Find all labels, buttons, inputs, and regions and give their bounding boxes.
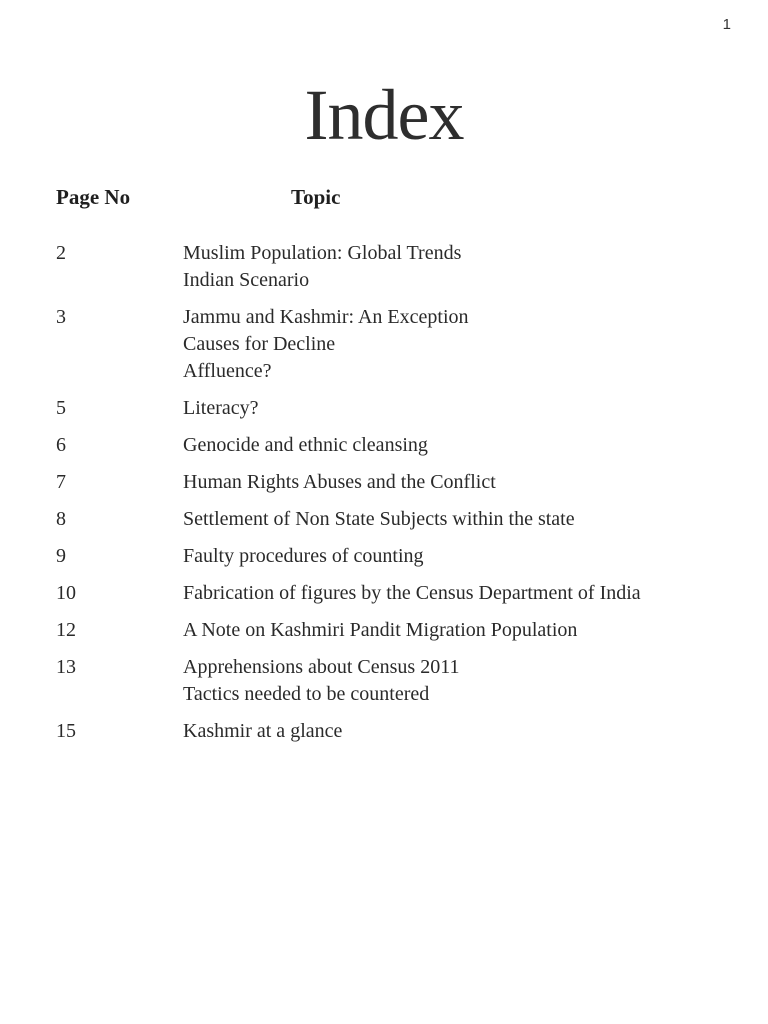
index-entries	[56, 240, 736, 755]
entry-topic: Causes for Decline	[183, 333, 336, 355]
entry-page-number: 8	[56, 508, 66, 530]
index-entry	[56, 654, 736, 708]
entry-topic: Muslim Population: Global Trends	[183, 242, 462, 264]
entry-topics	[183, 469, 736, 496]
index-header	[56, 185, 716, 213]
entry-topics	[183, 654, 736, 708]
entry-topic: Affluence?	[183, 360, 272, 382]
entry-page-number: 9	[56, 545, 66, 567]
entry-topics	[183, 617, 736, 644]
entry-topics	[183, 395, 736, 422]
entry-page-number: 3	[56, 306, 66, 328]
index-entry	[56, 718, 736, 745]
entry-topic: Jammu and Kashmir: An Exception	[183, 306, 469, 328]
entry-topics	[183, 304, 736, 385]
entry-topics	[183, 240, 736, 294]
entry-page-number: 7	[56, 471, 66, 493]
index-entry	[56, 543, 736, 570]
entry-topic: Faulty procedures of counting	[183, 545, 424, 567]
entry-topics	[183, 543, 736, 570]
entry-topic: A Note on Kashmiri Pandit Migration Population	[183, 619, 578, 641]
entry-topic: Tactics needed to be countered	[183, 683, 430, 705]
entry-topics	[183, 432, 736, 459]
entry-page-number: 15	[56, 720, 76, 742]
entry-topics	[183, 718, 736, 745]
index-entry	[56, 469, 736, 496]
entry-topic: Apprehensions about Census 2011	[183, 656, 460, 678]
index-entry	[56, 506, 736, 533]
index-entry	[56, 240, 736, 294]
header-page-no: Page No	[56, 185, 131, 209]
entry-topic: Genocide and ethnic cleansing	[183, 434, 428, 456]
entry-topic: Indian Scenario	[183, 269, 310, 291]
entry-page-number: 5	[56, 397, 66, 419]
index-entry	[56, 304, 736, 385]
entry-page-number: 10	[56, 582, 76, 604]
index-entry	[56, 617, 736, 644]
entry-page-number: 6	[56, 434, 66, 456]
index-entry	[56, 395, 736, 422]
entry-topic: Settlement of Non State Subjects within the state	[183, 508, 575, 530]
entry-topic: Human Rights Abuses and the Conflict	[183, 471, 496, 493]
index-entry	[56, 432, 736, 459]
index-entry	[56, 580, 736, 607]
header-topic: Topic	[291, 185, 341, 209]
entry-topic: Fabrication of figures by the Census Department of India	[183, 582, 641, 604]
entry-page-number: 12	[56, 619, 76, 641]
entry-page-number: 13	[56, 656, 76, 678]
entry-topic: Kashmir at a glance	[183, 720, 343, 742]
entry-page-number: 2	[56, 242, 66, 264]
entry-topic: Literacy?	[183, 397, 259, 419]
entry-topics	[183, 506, 736, 533]
page-title: Index	[304, 75, 464, 155]
entry-topics	[183, 580, 736, 607]
page-number: 1	[722, 16, 731, 33]
